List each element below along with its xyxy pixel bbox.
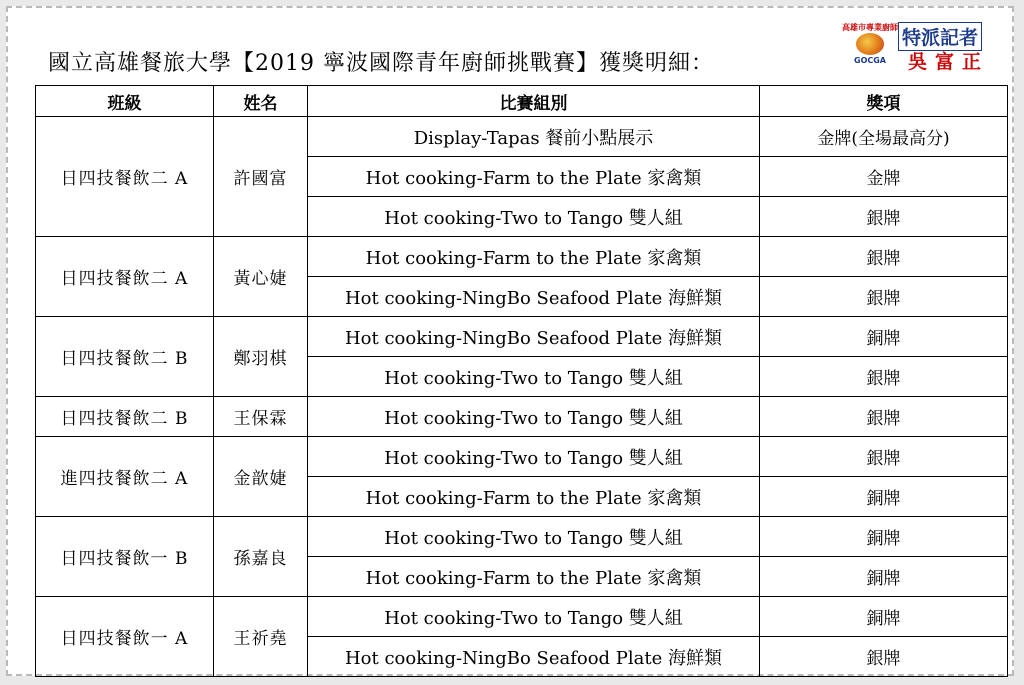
award-cell: 銀牌: [760, 237, 1008, 277]
student-name-cell: 黃心婕: [214, 237, 308, 317]
reporter-name: 吳富正: [908, 51, 990, 73]
table-header-row: [36, 86, 1008, 117]
student-name-cell: 鄭羽棋: [214, 317, 308, 397]
award-cell: 銀牌: [760, 197, 1008, 237]
table-row: [36, 117, 1008, 157]
association-logo: [836, 20, 896, 70]
reporter-role: 特派記者: [898, 22, 982, 51]
award-cell: 銅牌: [760, 317, 1008, 357]
category-cell: Hot cooking-NingBo Seafood Plate 海鮮類: [308, 317, 760, 357]
logo-text: GOCGA: [854, 56, 886, 65]
header-category: 比賽組別: [308, 86, 760, 117]
award-cell: 銅牌: [760, 597, 1008, 637]
student-name-cell: 金歆婕: [214, 437, 308, 517]
award-cell: 銀牌: [760, 277, 1008, 317]
category-cell: Hot cooking-Farm to the Plate 家禽類: [308, 157, 760, 197]
student-name-cell: 孫嘉良: [214, 517, 308, 597]
header-award: 獎項: [760, 86, 1008, 117]
category-cell: Hot cooking-Two to Tango 雙人組: [308, 517, 760, 557]
table-row: [36, 237, 1008, 277]
page-title: 國立高雄餐旅大學【2019 寧波國際青年廚師挑戰賽】獲獎明細：: [48, 51, 714, 76]
table-row: [36, 397, 1008, 437]
category-cell: Hot cooking-Two to Tango 雙人組: [308, 357, 760, 397]
award-cell: 銅牌: [760, 477, 1008, 517]
document-card: [6, 6, 1014, 676]
table-row: [36, 517, 1008, 557]
category-cell: Hot cooking-Farm to the Plate 家禽類: [308, 477, 760, 517]
table-row: [36, 317, 1008, 357]
category-cell: Hot cooking-Farm to the Plate 家禽類: [308, 557, 760, 597]
class-cell: 日四技餐飲二 B: [36, 397, 214, 437]
logo-arc-text: 高雄市專業廚師: [842, 22, 898, 32]
award-cell: 銅牌: [760, 557, 1008, 597]
student-name-cell: 許國富: [214, 117, 308, 237]
header-name: 姓名: [214, 86, 308, 117]
award-cell: 銀牌: [760, 437, 1008, 477]
award-cell: 銅牌: [760, 517, 1008, 557]
category-cell: Hot cooking-Two to Tango 雙人組: [308, 597, 760, 637]
award-cell: 銀牌: [760, 397, 1008, 437]
class-cell: 日四技餐飲一 B: [36, 517, 214, 597]
category-cell: Display-Tapas 餐前小點展示: [308, 117, 760, 157]
award-cell: 銀牌: [760, 637, 1008, 677]
award-cell: 金牌: [760, 157, 1008, 197]
category-cell: Hot cooking-NingBo Seafood Plate 海鮮類: [308, 277, 760, 317]
table-row: [36, 437, 1008, 477]
category-cell: Hot cooking-Farm to the Plate 家禽類: [308, 237, 760, 277]
class-cell: 進四技餐飲二 A: [36, 437, 214, 517]
table-row: [36, 597, 1008, 637]
class-cell: 日四技餐飲二 A: [36, 237, 214, 317]
reporter-badge: [836, 20, 996, 73]
category-cell: Hot cooking-Two to Tango 雙人組: [308, 397, 760, 437]
header-class: 班級: [36, 86, 214, 117]
class-cell: 日四技餐飲一 A: [36, 597, 214, 677]
category-cell: Hot cooking-NingBo Seafood Plate 海鮮類: [308, 637, 760, 677]
class-cell: 日四技餐飲二 B: [36, 317, 214, 397]
student-name-cell: 王祈堯: [214, 597, 308, 677]
student-name-cell: 王保霖: [214, 397, 308, 437]
logo-emblem-icon: [856, 33, 884, 55]
category-cell: Hot cooking-Two to Tango 雙人組: [308, 197, 760, 237]
award-cell: 金牌(全場最高分): [760, 117, 1008, 157]
award-table: [35, 85, 1008, 677]
category-cell: Hot cooking-Two to Tango 雙人組: [308, 437, 760, 477]
class-cell: 日四技餐飲二 A: [36, 117, 214, 237]
award-cell: 銀牌: [760, 357, 1008, 397]
